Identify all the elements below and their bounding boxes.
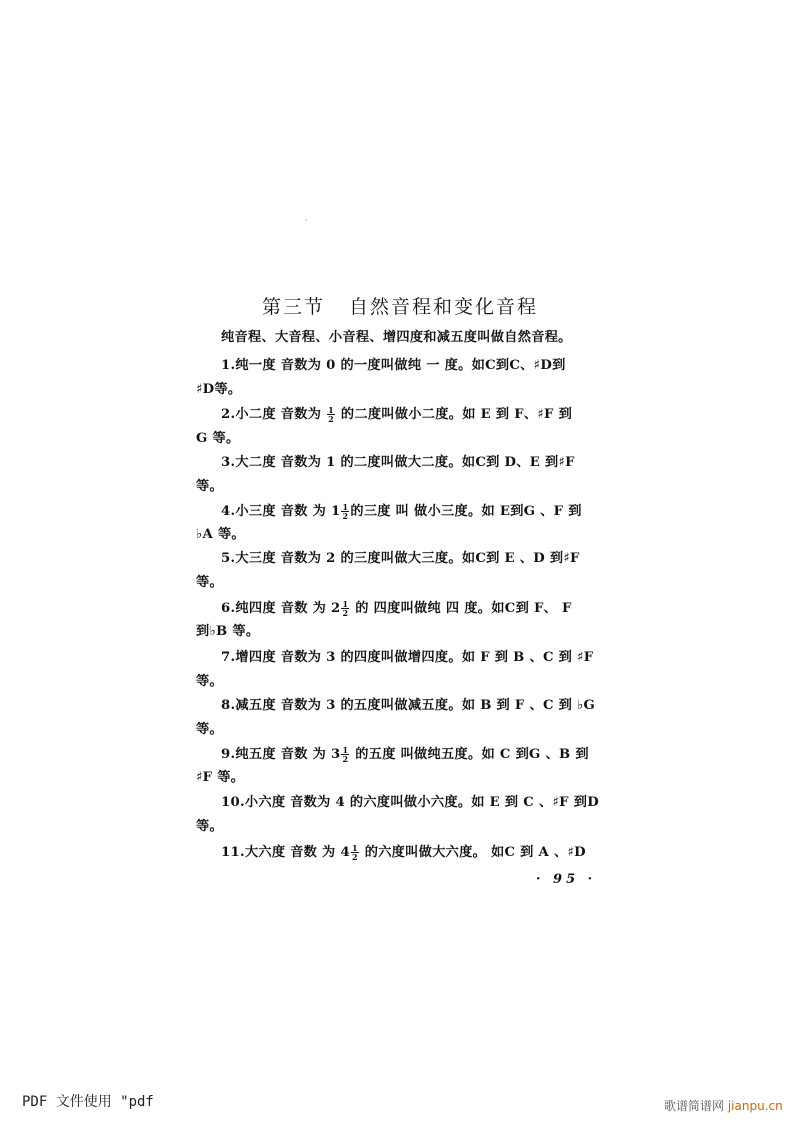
item-8: 8.减五度 音数为 3 的五度叫做减五度。如 B 到 F 、C 到 ♭G	[221, 698, 596, 713]
item-2	[221, 406, 600, 423]
fraction: $\frac{1}{2}$	[342, 599, 349, 618]
item-5: 5.大三度 音数为 2 的三度叫做大三度。如C到 E 、D 到♯F	[221, 551, 580, 566]
item-10-cont: 等。	[196, 819, 223, 834]
item-2-post: 的二度叫做小二度。如 E 到 F、♯F 到	[335, 407, 573, 422]
scan-speck	[305, 219, 307, 221]
item-3-cont: 等。	[196, 479, 223, 494]
item-7-cont: 等。	[196, 674, 223, 689]
site-name: 歌谱简谱网	[664, 1099, 725, 1113]
page-number: · 95 ·	[536, 872, 597, 887]
item-6-cont: 到♭B 等。	[196, 624, 260, 639]
item-4-cont: ♭A 等。	[196, 527, 245, 542]
item-8-cont: 等。	[196, 722, 223, 737]
item-5-cont: 等。	[196, 575, 223, 590]
item-9-cont: ♯F 等。	[196, 770, 245, 785]
intro-paragraph: 纯音程、大音程、小音程、增四度和减五度叫做自然音程。	[221, 330, 572, 345]
item-6: 6.纯四度 音数 为 2 $\frac{1}{2}$ 的 四度叫做纯 四 度。如C到 F、 F	[221, 599, 572, 618]
item-7: 7.增四度 音数为 3 的四度叫做增四度。如 F 到 B 、C 到 ♯F	[221, 650, 594, 665]
section-title: 第三节 自然音程和变化音程	[261, 296, 539, 318]
fraction: $\frac{1}{2}$	[328, 405, 334, 424]
item-11: 11.大六度 音数 为 4 $\frac{1}{2}$ 的六度叫做大六度。 如C 到 A 、♯D	[221, 843, 586, 862]
item-4: 4.小三度 音数 为 1 $\frac{1}{2}$ 的三度 叫 做小三度。如 E到G 、F 到	[221, 502, 582, 521]
item-2-cont: G 等。	[196, 431, 240, 446]
fraction: $\frac{1}{2}$	[351, 843, 358, 862]
item-2-pre: 2.小二度 音数为	[221, 407, 327, 422]
item-10: 10.小六度 音数为 4 的六度叫做小六度。如 E 到 C 、♯F 到D	[221, 795, 599, 810]
site-watermark	[664, 1097, 783, 1114]
fraction: $\frac{1}{2}$	[342, 745, 349, 764]
site-url: jianpu.cn	[727, 1099, 783, 1113]
item-1-cont: ♯D等。	[196, 382, 242, 397]
item-1: 1.纯一度 音数为 0 的一度叫做纯 一 度。如C到C、♯D到	[221, 358, 566, 373]
item-9: 9.纯五度 音数 为 3 $\frac{1}{2}$ 的五度 叫做纯五度。如 C 到G 、B 到	[221, 745, 589, 764]
pdf-watermark: PDF 文件使用 "pdf	[22, 1094, 154, 1110]
fraction: $\frac{1}{2}$	[342, 502, 349, 521]
item-3: 3.大二度 音数为 1 的二度叫做大二度。如C到 D、E 到♯F	[221, 455, 575, 470]
